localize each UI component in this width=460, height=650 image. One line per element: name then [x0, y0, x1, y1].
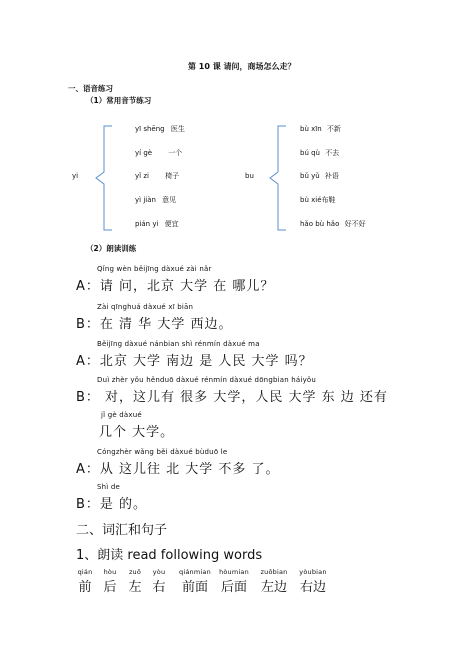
vocab-item	[217, 568, 251, 595]
vocab-item	[178, 568, 212, 595]
dialogue-pinyin: Shì de	[97, 483, 120, 491]
hanzi: 不去	[325, 149, 340, 157]
hanzi: 右边	[299, 580, 326, 595]
pinyin: bǔ yǔ	[300, 172, 320, 180]
left-brace-bu	[262, 122, 302, 234]
list-item	[300, 219, 366, 229]
page-title: 第 10 课 请问，商场怎么走？	[188, 62, 296, 71]
dialogue-line: B：在 清 华 大学 西边。	[76, 317, 233, 332]
dialogue-line: 几个 大学。	[99, 425, 175, 440]
dialogue-line: B：是 的。	[76, 497, 148, 512]
dialogue-pinyin: Qǐng wèn běijīng dàxué zài nǎr	[97, 265, 212, 273]
hanzi: 布鞋	[321, 196, 336, 204]
pinyin: yí gè	[135, 149, 153, 157]
vocab-item	[76, 568, 94, 595]
pinyin: hòu	[103, 568, 117, 576]
pinyin: hǎo bù hǎo	[300, 220, 340, 228]
syllable-root-bu: bu	[245, 172, 254, 180]
list-item	[135, 219, 179, 229]
dialogue-pinyin: Cóngzhèr wǎng běi dàxué bùduō le	[97, 448, 228, 456]
pinyin: yī shēng	[135, 125, 165, 133]
pinyin: yòubian	[299, 568, 327, 576]
pinyin: qián	[77, 568, 93, 576]
pinyin: zuǒ	[128, 568, 142, 576]
hanzi: 一个	[168, 149, 183, 157]
vocab-item	[101, 568, 119, 595]
dialogue-pinyin: Běijīng dàxué nánbian shì rénmín dàxué ma	[97, 340, 260, 348]
hanzi: 不新	[326, 125, 341, 133]
pinyin: bú qù	[300, 149, 320, 157]
pinyin: qiánmian	[179, 568, 211, 576]
list-item	[300, 148, 339, 158]
subheading-read-words: 1、朗读 read following words	[76, 548, 263, 563]
vocab-item	[150, 568, 168, 595]
list-item	[135, 124, 185, 134]
pinyin: yòu	[152, 568, 166, 576]
vocab-item	[126, 568, 144, 595]
list-item	[135, 148, 182, 158]
hanzi: 补语	[324, 172, 339, 180]
list-item	[300, 171, 339, 181]
pinyin: bù xīn	[300, 125, 322, 133]
list-item	[300, 195, 336, 205]
dialogue-line: A：从 这儿往 北 大学 不多 了。	[76, 462, 280, 477]
list-item	[300, 124, 341, 134]
hanzi: 便宜	[164, 220, 179, 228]
left-brace-yi	[88, 122, 128, 234]
vocab-item	[296, 568, 330, 595]
dialogue-pinyin: Duì zhèr yǒu hěnduō dàxué rénmín dàxué dōngbian háiyǒu	[97, 376, 317, 384]
hanzi: 医生	[170, 125, 185, 133]
pinyin: yǐ zi	[135, 172, 149, 180]
hanzi: 左	[128, 580, 142, 595]
hanzi: 后	[103, 580, 117, 595]
dialogue-pinyin: jǐ gè dàxué	[101, 411, 142, 419]
hanzi: 椅子	[165, 172, 180, 180]
pinyin: hòumian	[219, 568, 249, 576]
pinyin: yì jiàn	[135, 196, 156, 204]
section-heading-phonetics: 一、语音练习	[68, 84, 113, 93]
subheading-reading-practice: （2）朗读训练	[86, 244, 137, 253]
list-item	[135, 171, 179, 181]
hanzi: 前面	[181, 580, 208, 595]
dialogue-line: A：北京 大学 南边 是 人民 大学 吗？	[76, 354, 313, 369]
subheading-syllable-practice: （1）常用音节练习	[86, 96, 152, 105]
hanzi: 后面	[220, 580, 247, 595]
hanzi: 右	[152, 580, 166, 595]
hanzi: 左边	[260, 580, 287, 595]
list-item	[135, 195, 176, 205]
pinyin: zuǒbian	[260, 568, 288, 576]
dialogue-line: B： 对，这儿有 很多 大学，人民 大学 东 边 还有	[76, 390, 388, 405]
section-heading-vocabulary: 二、词汇和句子	[76, 523, 168, 538]
hanzi: 意见	[162, 196, 177, 204]
pinyin: pián yi	[135, 220, 159, 228]
syllable-root-yi: yi	[72, 172, 79, 180]
pinyin: bù xié	[300, 196, 322, 204]
dialogue-pinyin: Zài qīnghuá dàxué xī biān	[97, 303, 194, 311]
hanzi: 前	[78, 580, 92, 595]
vocab-item	[257, 568, 291, 595]
hanzi: 好不好	[344, 220, 366, 228]
dialogue-line: A：请 问，北京 大学 在 哪儿？	[76, 279, 275, 294]
